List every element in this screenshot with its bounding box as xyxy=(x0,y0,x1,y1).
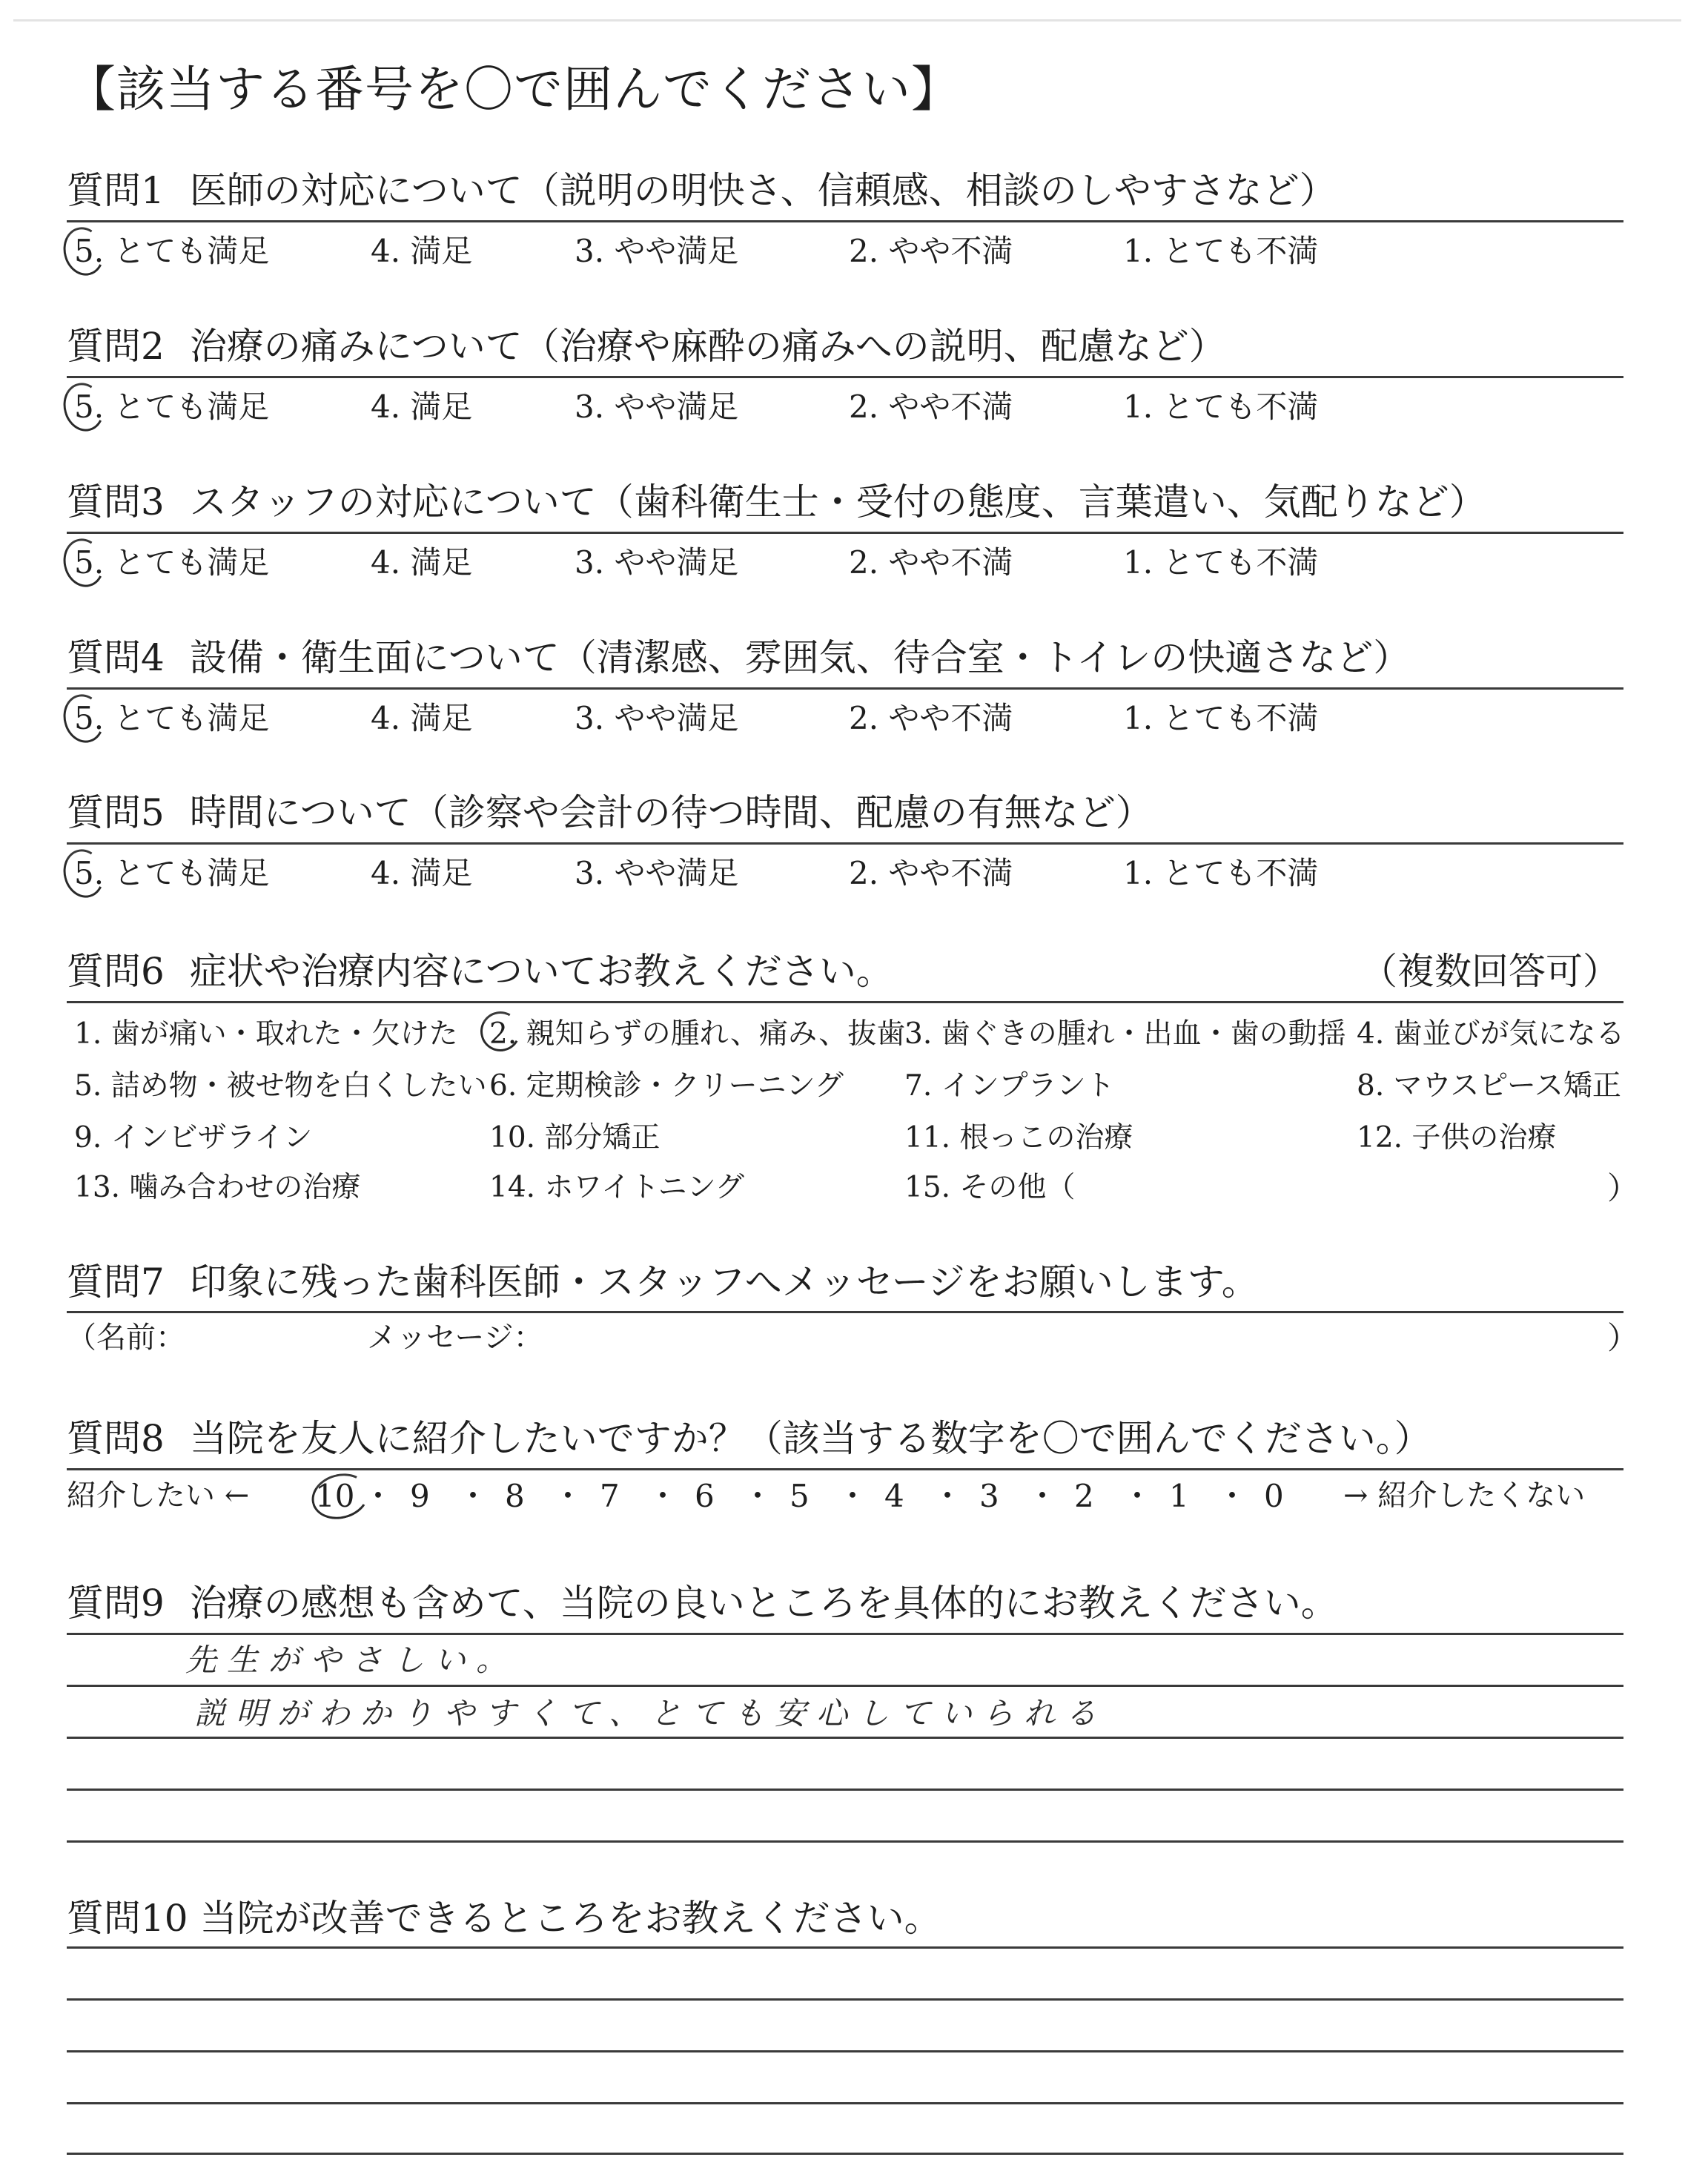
selection-circle xyxy=(58,534,109,592)
answer-line xyxy=(67,1737,1623,1739)
question-2-rule xyxy=(67,376,1623,378)
answer-line xyxy=(67,1998,1623,2001)
question-8-title xyxy=(67,1417,1431,1460)
question-5-title xyxy=(67,791,1153,834)
answer-line xyxy=(67,1789,1623,1791)
answer-option-4[interactable]: 4. 満足 xyxy=(371,855,473,891)
symptom-option-14[interactable]: 14. ホワイトニング xyxy=(489,1171,744,1204)
answer-option-1[interactable]: 1. とても不満 xyxy=(1123,700,1319,736)
scale-separator: ・ xyxy=(552,1478,584,1514)
answer-option-5[interactable]: 5. とても満足 xyxy=(74,700,270,736)
symptom-option-3[interactable]: 3. 歯ぐきの腫れ・出血・歯の動揺 xyxy=(904,1017,1346,1051)
question-number: 質問1 xyxy=(67,169,165,212)
recommend-score[interactable]: 2 xyxy=(1074,1478,1094,1514)
answer-option-3[interactable]: 3. やや満足 xyxy=(575,389,739,425)
answer-line xyxy=(67,1840,1623,1843)
question-text: 当院が改善できるところをお教えください。 xyxy=(199,1897,941,1940)
symptom-option-11[interactable]: 11. 根っこの治療 xyxy=(904,1121,1133,1155)
question-8-rule xyxy=(67,1468,1623,1470)
symptom-option-4[interactable]: 4. 歯並びが気になる xyxy=(1357,1017,1625,1051)
selection-circle xyxy=(58,222,109,280)
question-6-title xyxy=(67,950,1620,993)
answer-option-1[interactable]: 1. とても不満 xyxy=(1123,855,1319,891)
recommend-score[interactable]: 5 xyxy=(790,1478,810,1514)
symptom-option-10[interactable]: 10. 部分矯正 xyxy=(489,1121,661,1155)
scale-separator: ・ xyxy=(1122,1478,1153,1514)
question-number: 質問9 xyxy=(67,1582,165,1625)
answer-line xyxy=(67,1633,1623,1635)
answer-option-2[interactable]: 2. やや不満 xyxy=(849,855,1013,891)
selection-circle xyxy=(58,845,109,902)
scale-separator: ・ xyxy=(837,1478,869,1514)
answer-line xyxy=(67,1946,1623,1949)
question-10-title xyxy=(67,1897,941,1940)
answer-option-5[interactable]: 5. とても満足 xyxy=(74,389,270,425)
question-number: 質問10 xyxy=(67,1897,188,1940)
handwritten-answer-line-1: 先生がやさしい。 xyxy=(185,1642,518,1678)
message-close-paren: ） xyxy=(1607,1320,1639,1356)
answer-option-1[interactable]: 1. とても不満 xyxy=(1123,544,1319,581)
recommend-score[interactable]: 3 xyxy=(979,1478,999,1514)
question-number: 質問7 xyxy=(67,1261,165,1304)
answer-line xyxy=(67,2102,1623,2104)
symptom-option-9[interactable]: 9. インビザライン xyxy=(74,1121,313,1155)
answer-option-1[interactable]: 1. とても不満 xyxy=(1123,233,1319,269)
recommend-score[interactable]: 8 xyxy=(505,1478,525,1514)
symptom-option-15[interactable]: 15. その他（ xyxy=(904,1171,1076,1204)
symptom-option-8[interactable]: 8. マウスピース矯正 xyxy=(1357,1069,1621,1103)
question-5-rule xyxy=(67,842,1623,845)
recommend-score[interactable]: 10 xyxy=(315,1478,355,1514)
form-title: 【該当する番号を〇で囲んでください】 xyxy=(67,61,961,118)
answer-option-3[interactable]: 3. やや満足 xyxy=(575,233,739,269)
symptom-option-7[interactable]: 7. インプラント xyxy=(904,1069,1115,1103)
answer-option-4[interactable]: 4. 満足 xyxy=(371,233,473,269)
scale-separator: ・ xyxy=(742,1478,774,1514)
recommend-label: 紹介したい ← xyxy=(67,1479,250,1513)
selection-circle xyxy=(58,690,109,747)
answer-line xyxy=(67,1685,1623,1687)
name-label: （名前： xyxy=(67,1321,185,1355)
answer-option-4[interactable]: 4. 満足 xyxy=(371,389,473,425)
question-9-title xyxy=(67,1582,1338,1625)
recommend-score[interactable]: 4 xyxy=(884,1478,904,1514)
question-2-title xyxy=(67,325,1226,368)
question-text: 治療の痛みについて（治療や麻酔の痛みへの説明、配慮など） xyxy=(189,325,1226,368)
page-top-border xyxy=(13,19,1681,22)
symptom-option-1[interactable]: 1. 歯が痛い・取れた・欠けた xyxy=(74,1017,458,1051)
answer-option-5[interactable]: 5. とても満足 xyxy=(74,233,270,269)
question-text: 医師の対応について（説明の明快さ、信頼感、相談のしやすさなど） xyxy=(189,169,1337,212)
recommend-score[interactable]: 0 xyxy=(1264,1478,1284,1514)
answer-option-4[interactable]: 4. 満足 xyxy=(371,700,473,736)
scale-separator: ・ xyxy=(1027,1478,1059,1514)
question-3-rule xyxy=(67,532,1623,534)
question-7-title xyxy=(67,1261,1259,1304)
question-4-rule xyxy=(67,687,1623,690)
question-number: 質問5 xyxy=(67,791,165,834)
answer-option-2[interactable]: 2. やや不満 xyxy=(849,389,1013,425)
answer-option-2[interactable]: 2. やや不満 xyxy=(849,544,1013,581)
question-number: 質問4 xyxy=(67,636,165,679)
question-number: 質問6 xyxy=(67,950,165,993)
scale-separator: ・ xyxy=(363,1478,394,1514)
recommend-score[interactable]: 9 xyxy=(410,1478,430,1514)
recommend-score[interactable]: 6 xyxy=(695,1478,715,1514)
answer-option-3[interactable]: 3. やや満足 xyxy=(575,700,739,736)
recommend-score[interactable]: 7 xyxy=(600,1478,620,1514)
symptom-option-13[interactable]: 13. 噛み合わせの治療 xyxy=(74,1171,361,1204)
multiple-answers-note: （複数回答可） xyxy=(1360,950,1620,993)
question-1-title xyxy=(67,169,1337,212)
answer-option-4[interactable]: 4. 満足 xyxy=(371,544,473,581)
question-number: 質問8 xyxy=(67,1417,165,1460)
question-text: 当院を友人に紹介したいですか？（該当する数字を〇で囲んでください。） xyxy=(189,1417,1431,1460)
message-label: メッセージ： xyxy=(367,1321,543,1355)
answer-option-3[interactable]: 3. やや満足 xyxy=(575,544,739,581)
question-text: 印象に残った歯科医師・スタッフへメッセージをお願いします。 xyxy=(189,1261,1259,1304)
question-number: 質問3 xyxy=(67,480,165,524)
question-text: 症状や治療内容についてお教えください。 xyxy=(189,950,893,993)
question-number: 質問2 xyxy=(67,325,165,368)
answer-line xyxy=(67,2153,1623,2155)
question-text: 時間について（診察や会計の待つ時間、配慮の有無など） xyxy=(189,791,1153,834)
symptom-option-5[interactable]: 5. 詰め物・被せ物を白くしたい xyxy=(74,1069,487,1103)
symptom-option-2[interactable]: 2. 親知らずの腫れ、痛み、抜歯 xyxy=(489,1017,906,1051)
answer-option-5[interactable]: 5. とても満足 xyxy=(74,855,270,891)
question-text: 治療の感想も含めて、当院の良いところを具体的にお教えください。 xyxy=(189,1582,1338,1625)
handwritten-answer-line-2: 説明がわかりやすくて、とても安心していられる xyxy=(194,1695,1108,1731)
question-1-rule xyxy=(67,220,1623,222)
question-text: スタッフの対応について（歯科衛生士・受付の態度、言葉遣い、気配りなど） xyxy=(189,480,1486,524)
question-text: 設備・衛生面について（清潔感、雰囲気、待合室・トイレの快適さなど） xyxy=(189,636,1411,679)
recommend-score[interactable]: 1 xyxy=(1169,1478,1189,1514)
answer-option-1[interactable]: 1. とても不満 xyxy=(1123,389,1319,425)
question-4-title xyxy=(67,636,1411,679)
answer-option-2[interactable]: 2. やや不満 xyxy=(849,700,1013,736)
symptom-option-6[interactable]: 6. 定期検診・クリーニング xyxy=(489,1069,844,1103)
question-6-rule xyxy=(67,1001,1623,1003)
selection-circle xyxy=(58,378,109,436)
scale-separator: ・ xyxy=(932,1478,964,1514)
other-close-paren: ） xyxy=(1607,1170,1639,1206)
not-recommend-label: → 紹介したくない xyxy=(1343,1479,1586,1513)
answer-option-5[interactable]: 5. とても満足 xyxy=(74,544,270,581)
selection-circle xyxy=(307,1467,374,1525)
symptom-option-12[interactable]: 12. 子供の治療 xyxy=(1357,1121,1557,1155)
scale-separator: ・ xyxy=(1217,1478,1248,1514)
answer-option-3[interactable]: 3. やや満足 xyxy=(575,855,739,891)
answer-line xyxy=(67,2050,1623,2052)
question-3-title xyxy=(67,480,1486,524)
answer-option-2[interactable]: 2. やや不満 xyxy=(849,233,1013,269)
scale-separator: ・ xyxy=(457,1478,489,1514)
question-7-rule xyxy=(67,1311,1623,1313)
scale-separator: ・ xyxy=(647,1478,679,1514)
